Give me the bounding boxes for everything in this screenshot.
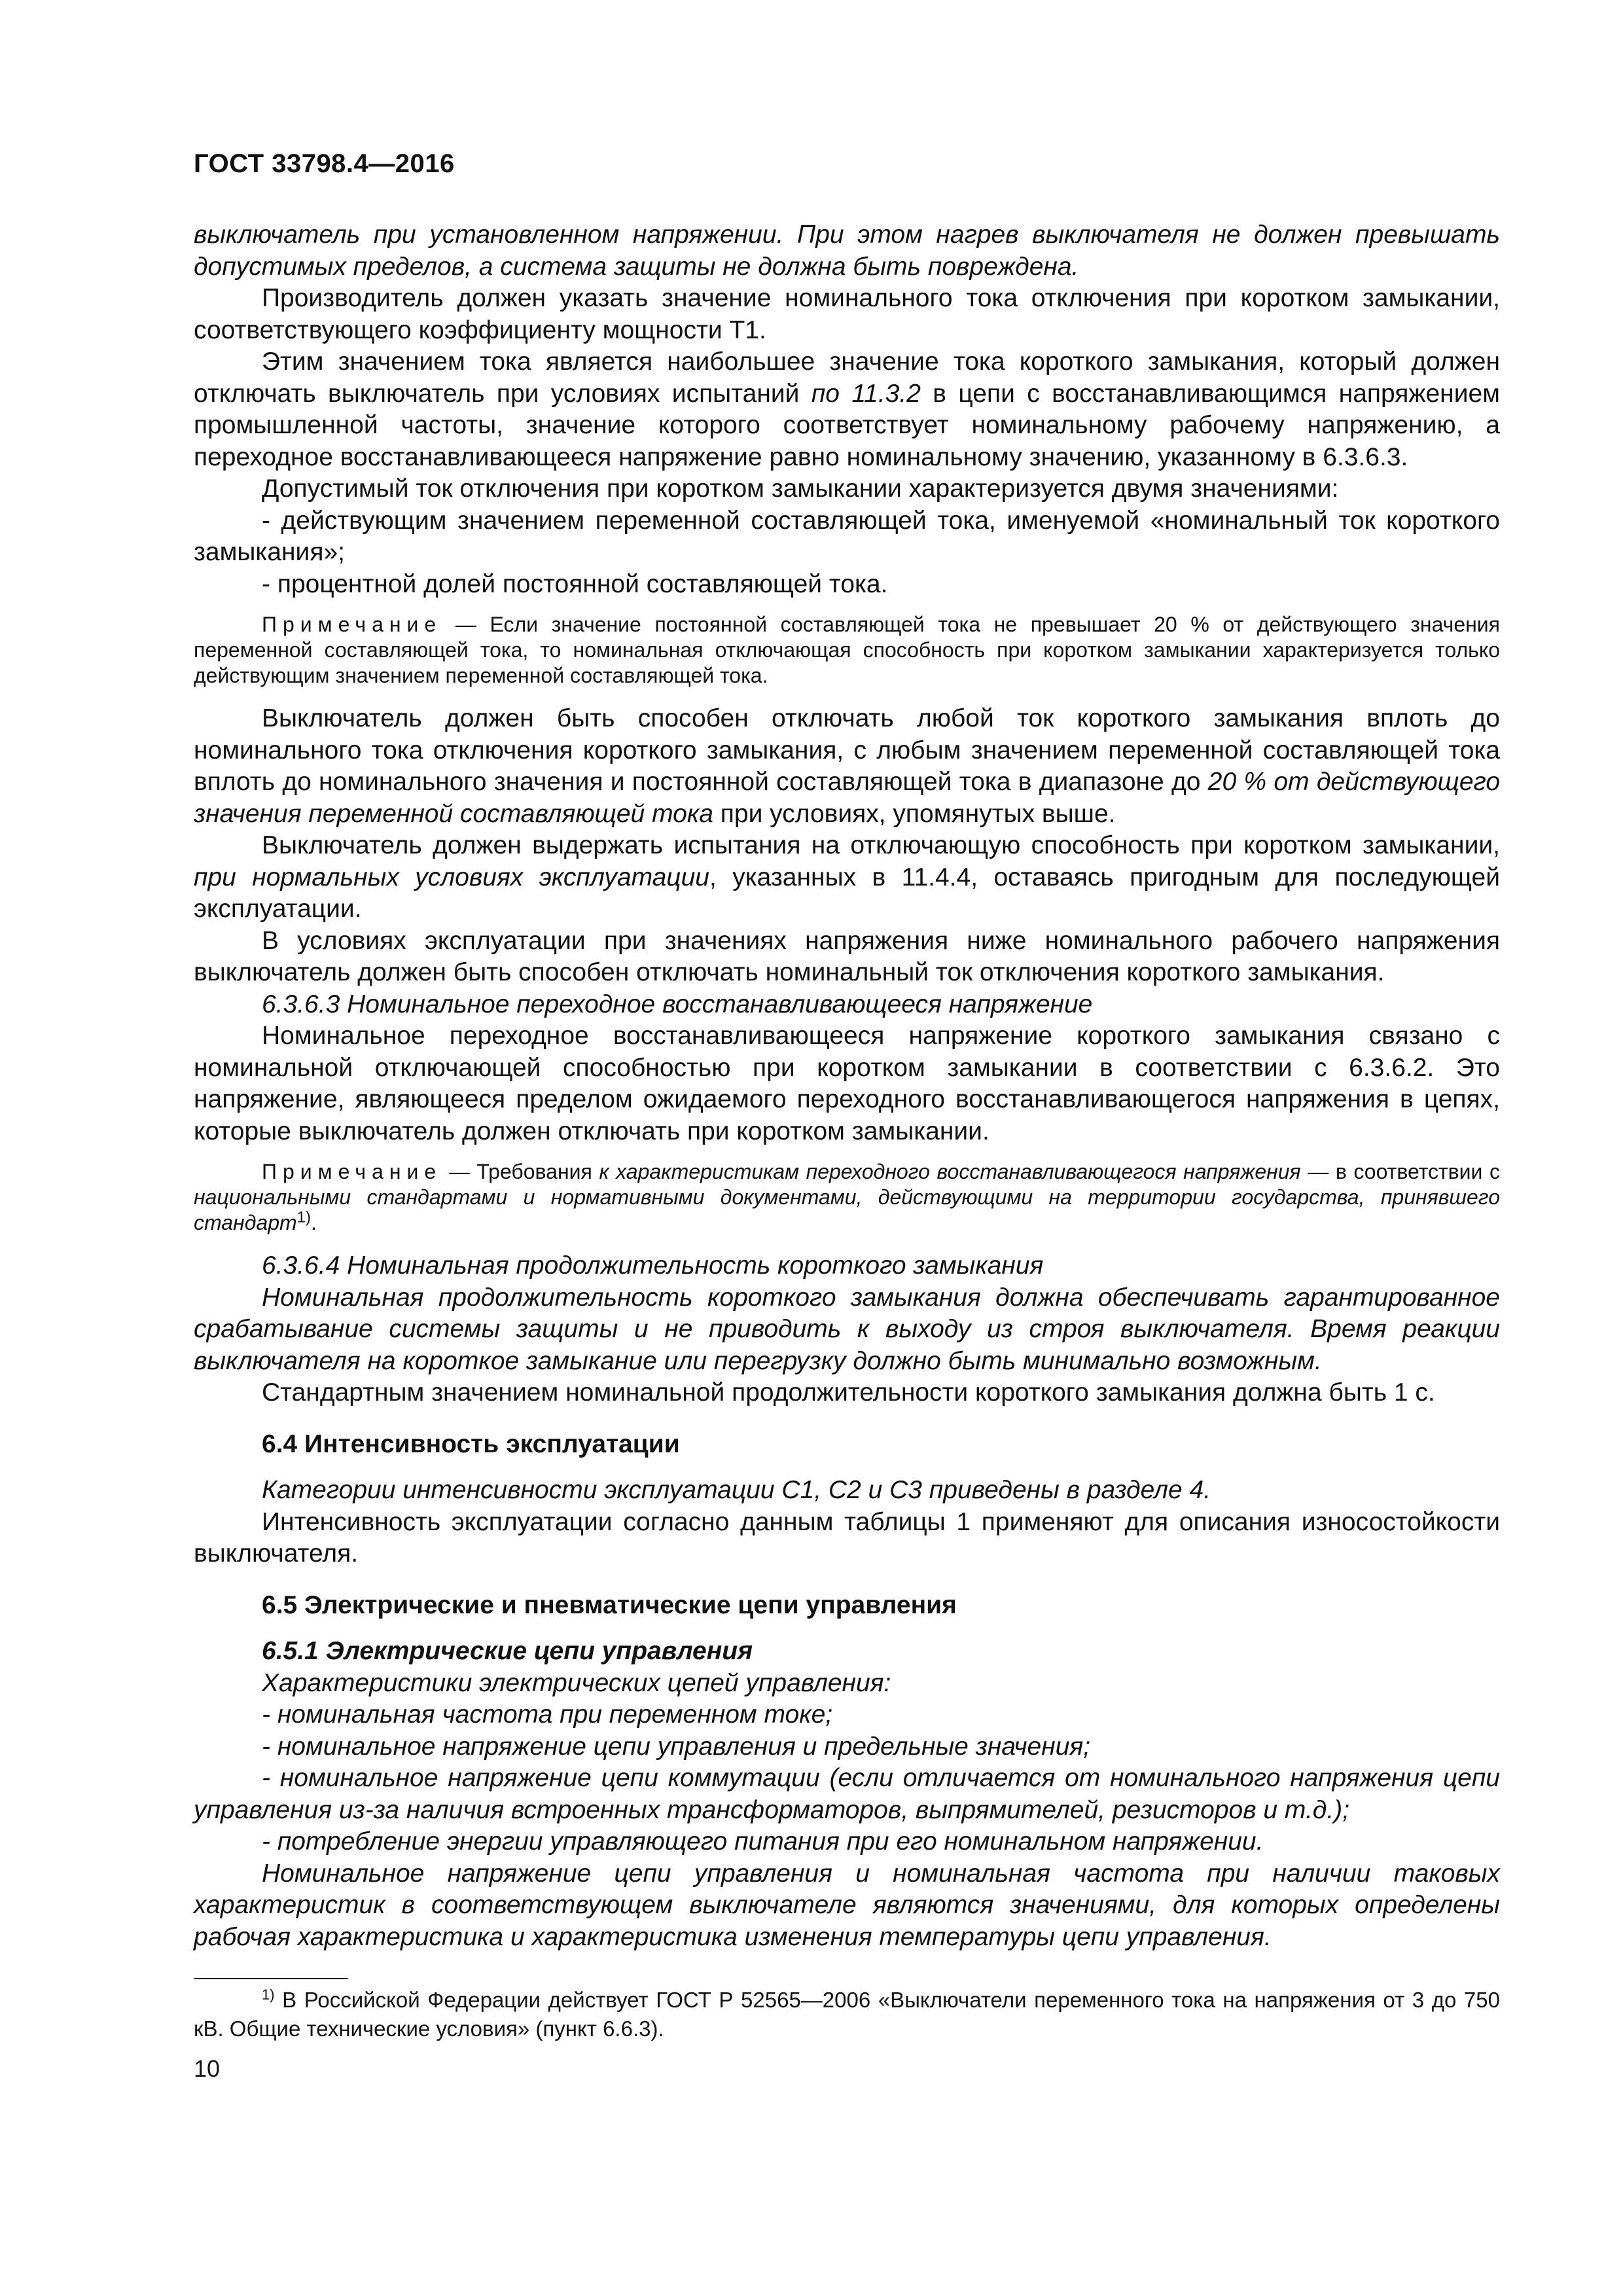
- paragraph: Номинальное напряжение цепи управления и номинальная частота при наличии таковых характеристик в соответствующем выключателе являются значениями, для которых определены рабочая характеристика и характеристика изменения температуры цепи управления.: [194, 1859, 1500, 1951]
- page-number: 10: [194, 2055, 221, 2082]
- note: [194, 612, 1500, 689]
- text-run: , указанных в 11.4.4, оставаясь пригодным для последующей эксплуатации.: [194, 863, 1500, 923]
- standard-header: ГОСТ 33798.4—2016: [194, 149, 455, 178]
- text-run: Выключатель должен быть способен отключать любой ток короткого замыкания вплоть до номинального тока отключения короткого замыкания, с любым значением переменной составляющей тока вплоть до номинального значения и постоянной составляющей тока в диапазоне до: [194, 704, 1500, 796]
- footnote: [194, 1986, 1500, 2043]
- paragraph: Производитель должен указать значение номинального тока отключения при коротком замыкании, соответствующего коэффициенту мощности Т1.: [194, 284, 1500, 344]
- paragraph: [194, 703, 1500, 830]
- footnote-ref: 1): [296, 1208, 311, 1227]
- text-run-italic: 20 % от действующего значения переменной составляющей тока: [194, 768, 1501, 828]
- note-label: Примечание: [262, 613, 442, 636]
- paragraph: [194, 346, 1500, 473]
- text-run: в цепи с восстанавливающимся напряжением промышленной частоты, значение которого соответствует номинальному рабочему напряжению, а переходное восстанавливающееся напряжение равно номинальному значению, указанному в 6.3.6.3.: [194, 379, 1500, 471]
- section-heading: 6.3.6.3 Номинальное переходное восстанавливающееся напряжение: [262, 990, 1093, 1018]
- paragraph: Допустимый ток отключения при коротком замыкании характеризуется двумя значениями:: [262, 475, 1339, 503]
- text-run: Выключатель должен выдержать испытания на отключающую способность при коротком замыкании,: [262, 831, 1500, 859]
- paragraph: Характеристики электрических цепей управления:: [262, 1668, 891, 1697]
- note-label: Примечание: [262, 1160, 442, 1183]
- footnote-text: В Российской Федерации действует ГОСТ Р 52565—2006 «Выключатели переменного тока на напряжения от 3 до 750 кВ. Общие технические условия» (пункт 6.6.3).: [194, 1988, 1500, 2041]
- document-body: [194, 219, 1500, 1953]
- paragraph: Категории интенсивности эксплуатации С1, С2 и С3 приведены в разделе 4.: [262, 1476, 1211, 1504]
- paragraph: Интенсивность эксплуатации согласно данным таблицы 1 применяют для описания износостойкости выключателя.: [194, 1507, 1500, 1568]
- note-text-italic: национальными стандартами и нормативными документами, действующими на территории государства, принявшего стандарт: [194, 1185, 1500, 1234]
- note: [194, 1159, 1500, 1236]
- list-item: - номинальное напряжение цепи управления и предельные значения;: [262, 1732, 1091, 1761]
- section-heading-bold: 6.5 Электрические и пневматические цепи управления: [262, 1590, 957, 1619]
- note-text: .: [310, 1211, 317, 1234]
- paragraph: выключатель при установленном напряжении. При этом нагрев выключателя не должен превышать допустимых пределов, а система защиты не должна быть повреждена.: [194, 221, 1500, 281]
- list-item: - номинальная частота при переменном токе;: [262, 1700, 833, 1729]
- note-text: — Требования: [442, 1160, 599, 1183]
- paragraph: [194, 830, 1500, 925]
- list-item: - процентной долей постоянной составляющей тока.: [262, 569, 888, 598]
- note-text: в соответствии с: [1329, 1160, 1501, 1183]
- subsection-heading: 6.5.1 Электрические цепи управления: [262, 1637, 753, 1665]
- note-text: — Если значение постоянной составляющей тока не превышает 20 % от действующего значения переменной составляющей тока, то номинальная отключающая способность при коротком замыкании характеризуется только действующим значением переменной составляющей тока.: [194, 613, 1500, 687]
- text-run: Этим значением тока является наибольшее значение тока короткого замыкания, который должен отключать выключатель при условиях испытаний: [194, 348, 1500, 408]
- footnote-marker: 1): [262, 1986, 275, 2003]
- section-heading-bold: 6.4 Интенсивность эксплуатации: [262, 1429, 680, 1458]
- clause-reference: по 11.3.2: [811, 379, 921, 408]
- text-run: при условиях, упомянутых выше.: [713, 799, 1116, 828]
- text-run-italic: при нормальных условиях эксплуатации: [194, 863, 709, 891]
- list-item: - потребление энергии управляющего питания при его номинальном напряжении.: [262, 1827, 1264, 1856]
- paragraph: Стандартным значением номинальной продолжительности короткого замыкания должна быть 1 с.: [262, 1378, 1435, 1407]
- note-text-italic: к характеристикам переходного восстанавливающегося напряжения —: [599, 1160, 1329, 1183]
- paragraph: Номинальное переходное восстанавливающееся напряжение короткого замыкания связано с номинальной отключающей способностью при коротком замыкании в соответствии с 6.3.6.2. Это напряжение, являющееся пределом ожидаемого переходного восстанавливающегося напряжения в цепях, которые выключатель должен отключать при коротком замыкании.: [194, 1022, 1500, 1145]
- paragraph: Номинальная продолжительность короткого замыкания должна обеспечивать гарантированное срабатывание системы защиты и не приводить к выходу из строя выключателя. Время реакции выключателя на короткое замыкание или перегрузку должно быть минимально возможным.: [194, 1283, 1500, 1375]
- paragraph: В условиях эксплуатации при значениях напряжения ниже номинального рабочего напряжения выключатель должен быть способен отключать номинальный ток отключения короткого замыкания.: [194, 926, 1500, 986]
- list-item: - номинальное напряжение цепи коммутации (если отличается от номинального напряжения цепи управления из-за наличия встроенных трансформаторов, выпрямителей, резисторов и т.д.);: [194, 1764, 1500, 1824]
- section-heading: 6.3.6.4 Номинальная продолжительность короткого замыкания: [262, 1251, 1044, 1280]
- footnote-separator: [194, 1978, 348, 1979]
- list-item: - действующим значением переменной составляющей тока, именуемой «номинальный ток короткого замыкания»;: [194, 506, 1500, 566]
